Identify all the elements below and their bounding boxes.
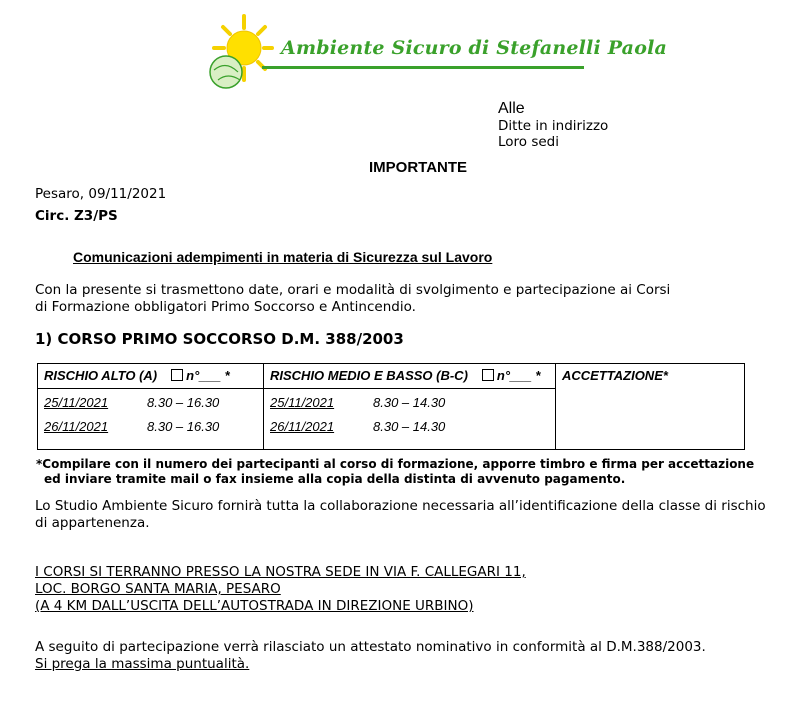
course-date: 26/11/2021: [270, 419, 335, 434]
course-date: 26/11/2021: [44, 419, 109, 434]
course-date: 25/11/2021: [44, 395, 109, 410]
sun-logo-icon: [204, 14, 274, 94]
location-line: LOC. BORGO SANTA MARIA, PESARO: [35, 581, 281, 597]
place-date: Pesaro, 09/11/2021: [35, 186, 167, 202]
intro-paragraph: [35, 282, 670, 316]
course-time: 8.30 – 16.30: [147, 419, 220, 434]
course-time: 8.30 – 14.30: [373, 395, 446, 410]
location-line: (A 4 KM DALL’USCITA DELL’AUTOSTRADA IN DIREZIONE URBINO): [35, 598, 474, 614]
document-title: IMPORTANTE: [369, 159, 468, 176]
course-date: 25/11/2021: [270, 395, 335, 410]
medium-low-risk-dates-cell: [264, 389, 556, 450]
course-schedule-table: [37, 363, 745, 450]
logo-text: Ambiente Sicuro di Stefanelli Paola: [281, 37, 667, 59]
collab-line: Lo Studio Ambiente Sicuro fornirà tutta la collaborazione necessaria all’identificazione della classe di rischio: [35, 498, 766, 514]
date-row: [44, 395, 257, 419]
course-time: 8.30 – 14.30: [373, 419, 446, 434]
subject-line: Comunicazioni adempimenti in materia di Sicurezza sul Lavoro: [73, 249, 493, 265]
intro-line: di Formazione obbligatori Primo Soccorso e Antincendio.: [35, 299, 416, 315]
recipient-line: Alle: [498, 100, 525, 117]
recipient-line: Loro sedi: [498, 134, 560, 150]
closing-line: Si prega la massima puntualità.: [35, 656, 250, 672]
closing-line: A seguito di partecipazione verrà rilasciato un attestato nominativo in conformità al D.M.388/2003.: [35, 639, 706, 655]
medium-low-risk-header-cell: [264, 364, 556, 389]
date-row: [44, 419, 257, 443]
collab-line: di appartenenza.: [35, 515, 150, 531]
acceptance-cell: [556, 364, 745, 450]
logo-underline: [262, 66, 584, 69]
section-title: 1) CORSO PRIMO SOCCORSO D.M. 388/2003: [35, 330, 404, 348]
course-time: 8.30 – 16.30: [147, 395, 220, 410]
table-footnote: [36, 457, 776, 487]
recipient-block: [498, 99, 608, 150]
high-risk-dates-cell: [38, 389, 264, 450]
high-risk-header-cell: [38, 364, 264, 389]
recipient-line: Ditte in indirizzo: [498, 118, 609, 134]
closing-paragraph: [35, 639, 706, 673]
collaboration-paragraph: [35, 498, 766, 532]
acceptance-header: ACCETTAZIONE*: [562, 368, 668, 383]
checkbox-icon[interactable]: [482, 369, 494, 381]
date-row: [270, 419, 549, 443]
company-logo: [204, 14, 274, 94]
participant-count: n°___ *: [496, 368, 541, 383]
checkbox-icon[interactable]: [171, 369, 183, 381]
footnote-line: *Compilare con il numero dei partecipanti al corso di formazione, apporre timbro e firma per accettazione: [36, 457, 755, 471]
footnote-line: ed inviare tramite mail o fax insieme alla copia della distinta di avvenuto pagamento.: [44, 472, 626, 486]
course-location: [35, 564, 526, 615]
high-risk-header: RISCHIO ALTO (A): [44, 368, 158, 383]
intro-line: Con la presente si trasmettono date, orari e modalità di svolgimento e partecipazione ai Corsi: [35, 282, 671, 298]
circular-number: Circ. Z3/PS: [35, 208, 118, 224]
participant-count: n°___ *: [186, 368, 230, 383]
medium-low-risk-header: RISCHIO MEDIO E BASSO (B-C): [270, 368, 468, 383]
date-row: [270, 395, 549, 419]
location-line: I CORSI SI TERRANNO PRESSO LA NOSTRA SEDE IN VIA F. CALLEGARI 11,: [35, 564, 526, 580]
